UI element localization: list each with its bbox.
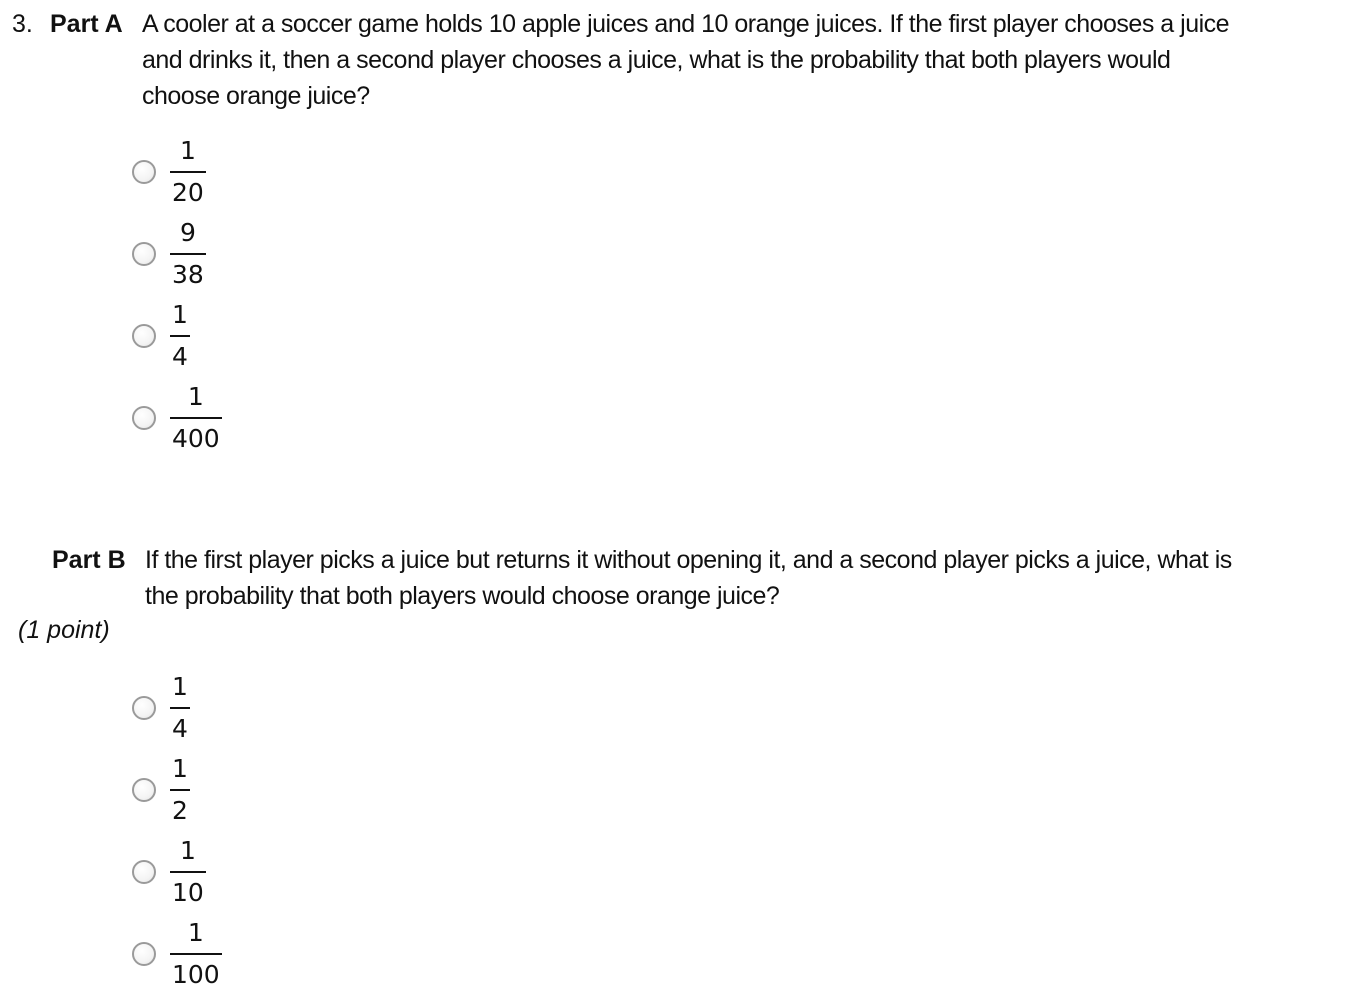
radio-button[interactable] (132, 696, 156, 720)
fraction-numerator: 1 (179, 836, 196, 865)
part-a-label: Part A (50, 10, 123, 38)
part-a-option-4[interactable] (132, 381, 392, 463)
fraction-numerator: 1 (172, 754, 188, 783)
fraction-denominator: 10 (172, 878, 204, 907)
fraction-denominator: 20 (172, 178, 204, 207)
radio-button[interactable] (132, 942, 156, 966)
question-number: 3. (12, 10, 33, 38)
radio-button[interactable] (132, 860, 156, 884)
fraction (170, 381, 222, 455)
part-b-line-1: If the first player picks a juice but returns it without opening it, and a second player picks a juice, what is (145, 546, 1232, 574)
fraction (170, 135, 206, 209)
fraction-numerator: 1 (179, 136, 196, 165)
part-a-option-2[interactable] (132, 217, 392, 299)
fraction-bar (170, 871, 206, 873)
fraction-denominator: 2 (172, 796, 188, 825)
fraction-numerator: 1 (172, 672, 188, 701)
fraction-denominator: 4 (172, 342, 188, 371)
fraction-bar (170, 335, 190, 337)
fraction-bar (170, 789, 190, 791)
fraction-denominator: 100 (172, 960, 220, 989)
part-b-option-4[interactable] (132, 917, 392, 999)
part-b-label: Part B (52, 546, 126, 574)
fraction (170, 753, 190, 827)
fraction (170, 299, 190, 373)
part-a-option-3[interactable] (132, 299, 392, 381)
radio-button[interactable] (132, 160, 156, 184)
fraction-numerator: 1 (172, 300, 188, 329)
points-label: (1 point) (18, 616, 110, 644)
fraction-numerator: 1 (187, 918, 204, 947)
fraction-bar (170, 171, 206, 173)
fraction-numerator: 9 (179, 218, 196, 247)
fraction-denominator: 4 (172, 714, 188, 743)
part-b-option-3[interactable] (132, 835, 392, 917)
part-a-line-3: choose orange juice? (142, 82, 370, 110)
fraction-bar (170, 707, 190, 709)
fraction (170, 835, 206, 909)
fraction (170, 671, 190, 745)
radio-button[interactable] (132, 242, 156, 266)
part-a-line-2: and drinks it, then a second player chooses a juice, what is the probability that both players would (142, 46, 1171, 74)
fraction-denominator: 38 (172, 260, 204, 289)
part-b-line-2: the probability that both players would choose orange juice? (145, 582, 780, 610)
fraction-bar (170, 953, 222, 955)
fraction-numerator: 1 (187, 382, 204, 411)
part-a-option-1[interactable] (132, 135, 392, 217)
radio-button[interactable] (132, 778, 156, 802)
part-b-option-1[interactable] (132, 671, 392, 753)
fraction (170, 917, 222, 991)
part-b-option-2[interactable] (132, 753, 392, 835)
fraction (170, 217, 206, 291)
fraction-bar (170, 417, 222, 419)
fraction-denominator: 400 (172, 424, 220, 453)
fraction-bar (170, 253, 206, 255)
radio-button[interactable] (132, 406, 156, 430)
part-a-line-1: A cooler at a soccer game holds 10 apple juices and 10 orange juices. If the first player chooses a juice (142, 10, 1230, 38)
radio-button[interactable] (132, 324, 156, 348)
